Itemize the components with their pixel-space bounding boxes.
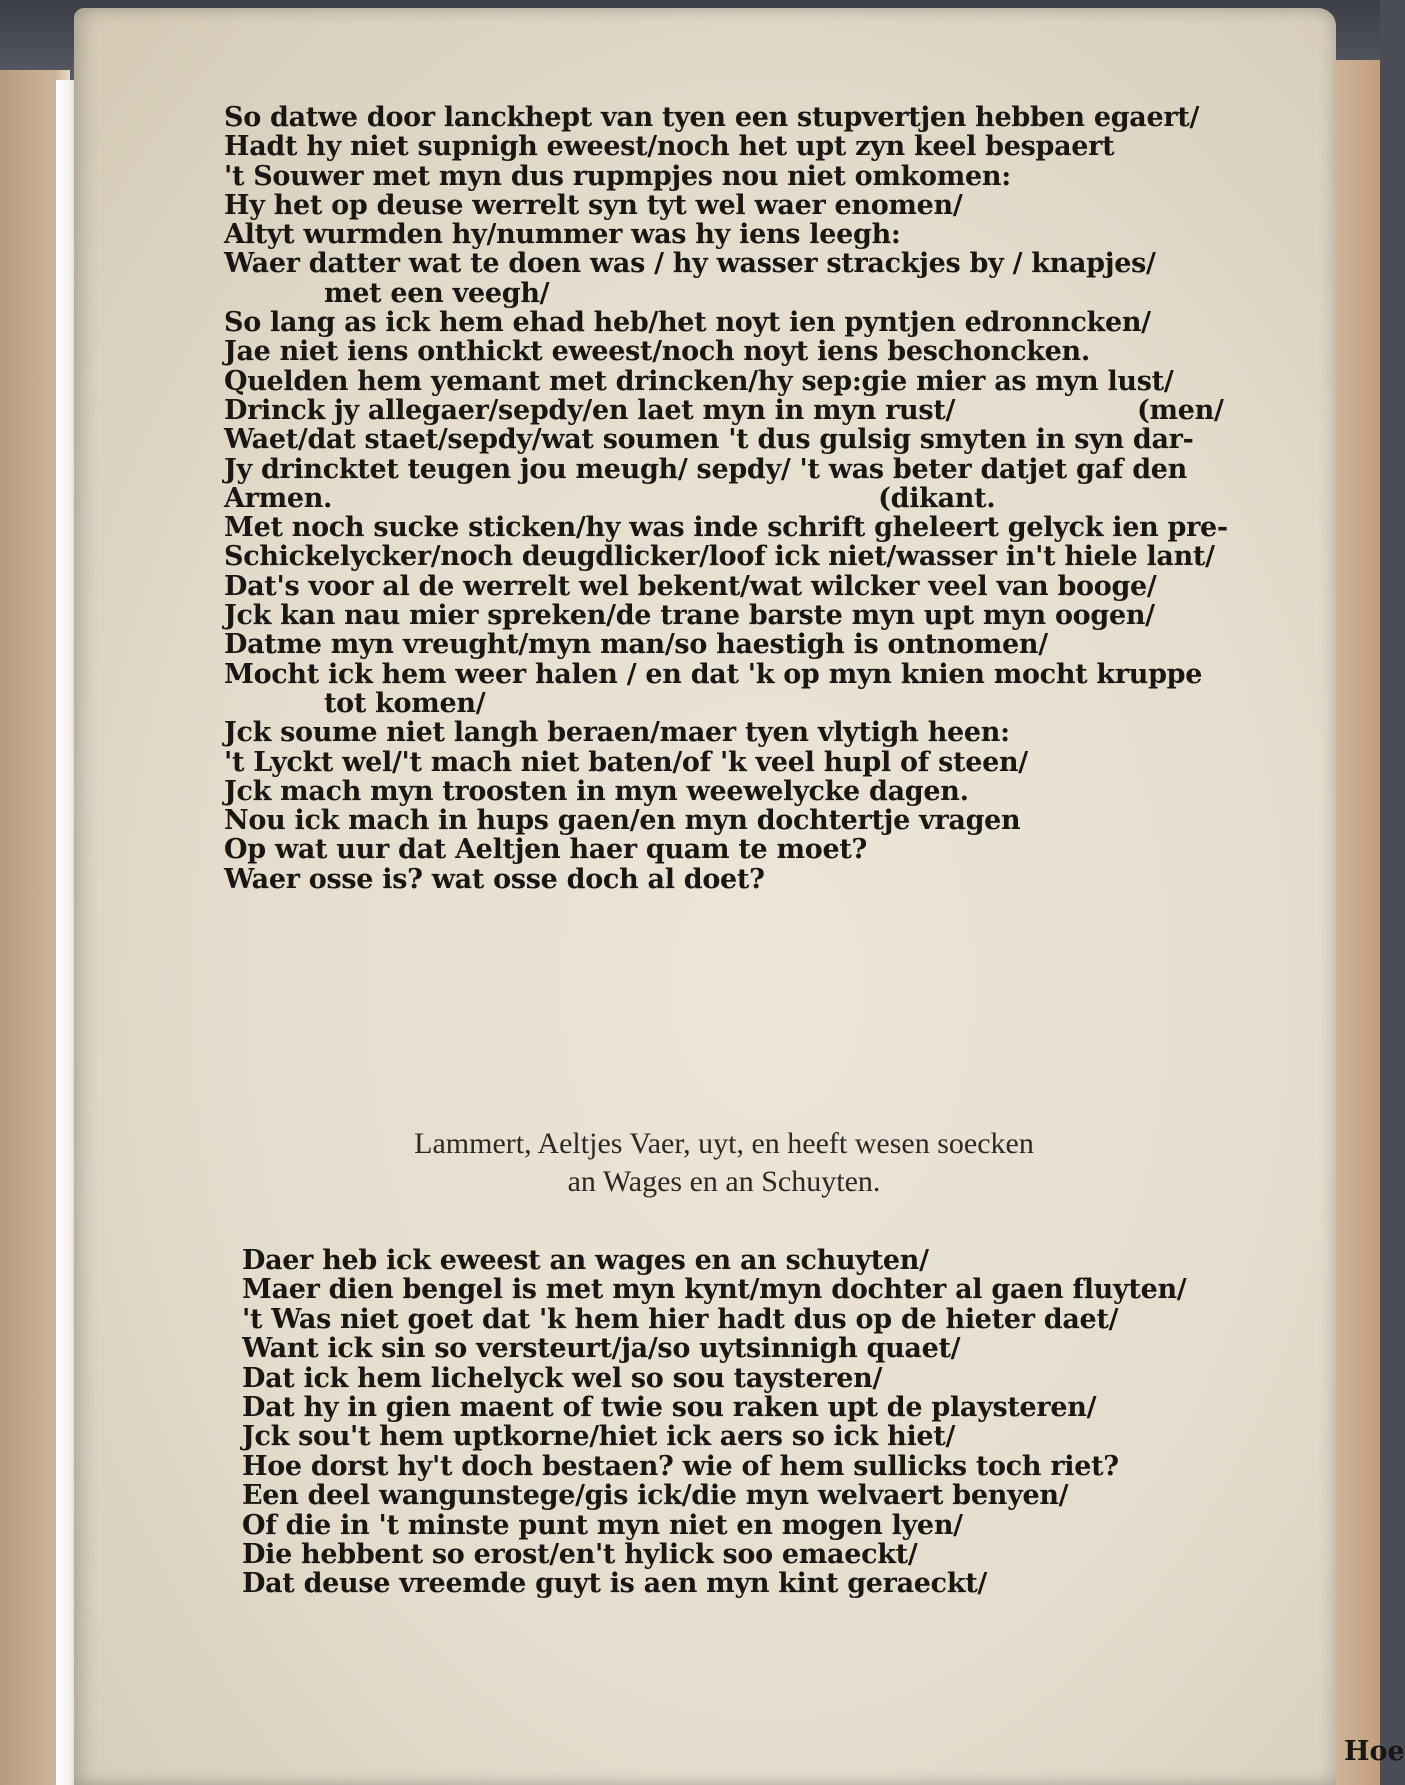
verse-line: Dat's voor al de werrelt wel bekent/wat wilcker veel van booge/ xyxy=(224,570,1157,602)
verse-line: Datme myn vreught/myn man/so haestigh is ontnomen/ xyxy=(224,629,1048,661)
verse-line: So lang as ick hem ehad heb/het noyt ien pyntjen edronncken/ xyxy=(224,307,1151,339)
verse-line: Quelden hem yemant met drincken/hy sep:gie mier as myn lust/ xyxy=(224,365,1174,397)
stage-direction-line: Lammert, Aeltjes Vaer, uyt, en heeft wesen soecken xyxy=(414,1127,1034,1160)
verse-line: Met noch sucke sticken/hy was inde schrift gheleert gelyck ien pre- xyxy=(224,512,1228,544)
verse-lines-2 xyxy=(242,1246,1352,1599)
verse-line: Op wat uur dat Aeltjen haer quam te moet? xyxy=(224,834,868,866)
verse-line: Nou ick mach in hups gaen/en myn dochtertje vragen xyxy=(224,805,1021,837)
verse-line: Een deel wangunstege/gis ick/die myn welvaert benyen/ xyxy=(242,1480,1069,1512)
verse-line: Jck sou't hem uptkorne/hiet ick aers so ick hiet/ xyxy=(242,1421,956,1453)
verse-line: Mocht ick hem weer halen / en dat 'k op myn knien mocht kruppe xyxy=(224,658,1203,690)
stage-direction-line: an Wages en an Schuyten. xyxy=(567,1165,881,1198)
verse-line: Jy drincktet teugen jou meugh/ sepdy/ 't was beter datjet gaf den xyxy=(224,453,1187,485)
verse-line: tot komen/ xyxy=(324,687,486,719)
stage-direction xyxy=(224,1125,1224,1201)
verse-line: Hadt hy niet supnigh eweest/noch het upt zyn keel bespaert xyxy=(224,131,1115,163)
verse-line: 't Souwer met myn dus rupmpjes nou niet omkomen: xyxy=(224,160,1011,192)
book-page xyxy=(74,8,1405,1785)
verse-block-2 xyxy=(242,1246,1352,1599)
verse-line: Altyt wurmden hy/nummer was hy iens leegh: xyxy=(224,219,901,251)
verse-line: Daer heb ick eweest an wages en an schuyten/ xyxy=(242,1245,929,1276)
verse-line: Armen. (dikant. xyxy=(224,482,996,514)
verse-line: Want ick sin so versteurt/ja/so uytsinnigh quaet/ xyxy=(242,1333,961,1365)
verse-line: Jck soume niet langh beraen/maer tyen vlytigh heen: xyxy=(224,717,1010,749)
verse-line: Waet/dat staet/sepdy/wat soumen 't dus gulsig smyten in syn dar- xyxy=(224,424,1194,456)
verse-line: Hoe dorst hy't doch bestaen? wie of hem sullicks toch riet? xyxy=(242,1450,1119,1482)
verse-line: Jck kan nau mier spreken/de trane barste myn upt myn oogen/ xyxy=(224,600,1155,632)
verse-line: Hy het op deuse werrelt syn tyt wel waer enomen/ xyxy=(224,189,963,221)
verse-line: met een veegh/ xyxy=(324,277,550,309)
verse-line: Die hebbent so erost/en't hylick soo emaeckt/ xyxy=(242,1539,918,1571)
verse-line: Jck mach myn troosten in myn weewelycke dagen. xyxy=(224,775,969,807)
verse-line: Schickelycker/noch deugdlicker/loof ick niet/wasser in't hiele lant/ xyxy=(224,541,1215,573)
verse-block-1 xyxy=(224,103,1334,894)
verse-line: Maer dien bengel is met myn kynt/myn dochter al gaen fluyten/ xyxy=(242,1274,1187,1306)
verse-line: Waer osse is? wat osse doch al doet? xyxy=(224,863,765,895)
verse-line: Waer datter wat te doen was / hy wasser strackjes by / knapjes/ xyxy=(224,248,1156,280)
verse-line: Dat deuse vreemde guyt is aen myn kint geraeckt/ xyxy=(242,1568,987,1600)
verse-lines-1 xyxy=(224,103,1334,894)
verse-line: Dat hy in gien maent of twie sou raken upt de playsteren/ xyxy=(242,1392,1097,1424)
verse-line: 't Was niet goet dat 'k hem hier hadt dus op de hieter daet/ xyxy=(242,1303,1119,1335)
verse-line: Drinck jy allegaer/sepdy/en laet myn in myn rust/ (men/ xyxy=(224,394,1224,426)
verse-line: So datwe door lanckhept van tyen een stupvertjen hebben egaert/ xyxy=(224,102,1200,133)
verse-line: Of die in 't minste punt myn niet en mogen lyen/ xyxy=(242,1509,963,1541)
verse-line: Jae niet iens onthickt eweest/noch noyt iens beschoncken. xyxy=(224,336,1090,368)
catchword: Hoe xyxy=(1344,1736,1405,1767)
verse-line: Dat ick hem lichelyck wel so sou taysteren/ xyxy=(242,1362,883,1394)
verse-line: 't Lyckt wel/'t mach niet baten/of 'k veel hupl of steen/ xyxy=(224,746,1028,778)
